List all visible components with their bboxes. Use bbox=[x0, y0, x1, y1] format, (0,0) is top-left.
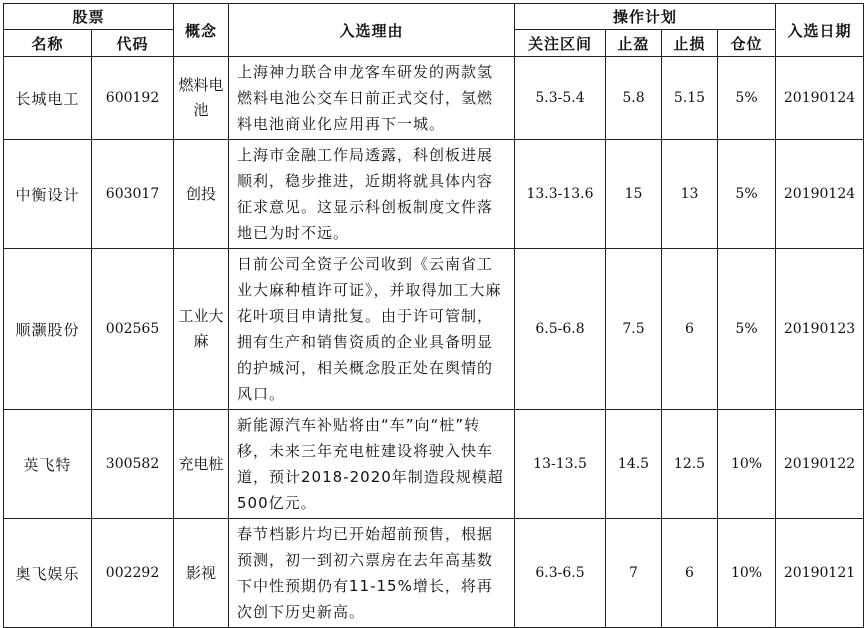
header-take-profit: 止盈 bbox=[606, 30, 662, 57]
table-row bbox=[4, 57, 864, 140]
watch-range: 13-13.5 bbox=[515, 410, 606, 519]
select-date: 20190121 bbox=[776, 519, 864, 628]
table-row bbox=[4, 249, 864, 410]
header-name: 名称 bbox=[4, 30, 92, 57]
stock-code: 002565 bbox=[92, 249, 174, 410]
stop-loss: 5.15 bbox=[662, 57, 718, 140]
stock-code: 300582 bbox=[92, 410, 174, 519]
stock-reason: 上海市金融工作局透露，科创板进展顺利，稳步推进，近期将就具体内容征求意见。这显示科创板制度文件落地已为时不远。 bbox=[229, 140, 515, 249]
stock-code: 600192 bbox=[92, 57, 174, 140]
header-watch-range: 关注区间 bbox=[515, 30, 606, 57]
stop-loss: 13 bbox=[662, 140, 718, 249]
header-code: 代码 bbox=[92, 30, 174, 57]
take-profit: 15 bbox=[606, 140, 662, 249]
take-profit: 5.8 bbox=[606, 57, 662, 140]
stock-concept: 影视 bbox=[174, 519, 229, 628]
stock-reason: 上海神力联合申龙客车研发的两款氢燃料电池公交车日前正式交付，氢燃料电池商业化应用再下一城。 bbox=[229, 57, 515, 140]
header-reason: 入选理由 bbox=[229, 4, 515, 57]
stock-name: 长城电工 bbox=[4, 57, 92, 140]
header-concept: 概念 bbox=[174, 4, 229, 57]
position: 5% bbox=[718, 57, 776, 140]
select-date: 20190124 bbox=[776, 57, 864, 140]
stop-loss: 12.5 bbox=[662, 410, 718, 519]
stock-concept: 创投 bbox=[174, 140, 229, 249]
stock-name: 英飞特 bbox=[4, 410, 92, 519]
watch-range: 5.3-5.4 bbox=[515, 57, 606, 140]
position: 10% bbox=[718, 519, 776, 628]
header-stock: 股票 bbox=[4, 4, 174, 30]
watch-range: 6.3-6.5 bbox=[515, 519, 606, 628]
stock-name: 顺灏股份 bbox=[4, 249, 92, 410]
table-row bbox=[4, 410, 864, 519]
header-stop-loss: 止损 bbox=[662, 30, 718, 57]
select-date: 20190123 bbox=[776, 249, 864, 410]
header-plan: 操作计划 bbox=[515, 4, 776, 30]
stock-name: 中衡设计 bbox=[4, 140, 92, 249]
select-date: 20190122 bbox=[776, 410, 864, 519]
stop-loss: 6 bbox=[662, 519, 718, 628]
stock-name: 奥飞娱乐 bbox=[4, 519, 92, 628]
header-position: 仓位 bbox=[718, 30, 776, 57]
stock-reason: 新能源汽车补贴将由“车”向“桩”转移，未来三年充电桩建设将驶入快车道，预计2018-2020年制造段规模超500亿元。 bbox=[229, 410, 515, 519]
stock-concept: 燃料电池 bbox=[174, 57, 229, 140]
stock-reason: 日前公司全资子公司收到《云南省工业大麻种植许可证》，并取得加工大麻花叶项目申请批复。由于许可管制，拥有生产和销售资质的企业具备明显的护城河，相关概念股正处在舆情的风口。 bbox=[229, 249, 515, 410]
stock-concept: 充电桩 bbox=[174, 410, 229, 519]
stock-reason: 春节档影片均已开始超前预售，根据预测，初一到初六票房在去年高基数下中性预期仍有11-15%增长，将再次创下历史新高。 bbox=[229, 519, 515, 628]
position: 10% bbox=[718, 410, 776, 519]
select-date: 20190124 bbox=[776, 140, 864, 249]
stock-picks-table bbox=[3, 3, 864, 628]
header-date: 入选日期 bbox=[776, 4, 864, 57]
stock-code: 603017 bbox=[92, 140, 174, 249]
stock-code: 002292 bbox=[92, 519, 174, 628]
position: 5% bbox=[718, 249, 776, 410]
table-row bbox=[4, 140, 864, 249]
take-profit: 14.5 bbox=[606, 410, 662, 519]
stop-loss: 6 bbox=[662, 249, 718, 410]
take-profit: 7.5 bbox=[606, 249, 662, 410]
table-row bbox=[4, 519, 864, 628]
stock-concept: 工业大麻 bbox=[174, 249, 229, 410]
watch-range: 13.3-13.6 bbox=[515, 140, 606, 249]
watch-range: 6.5-6.8 bbox=[515, 249, 606, 410]
position: 5% bbox=[718, 140, 776, 249]
take-profit: 7 bbox=[606, 519, 662, 628]
